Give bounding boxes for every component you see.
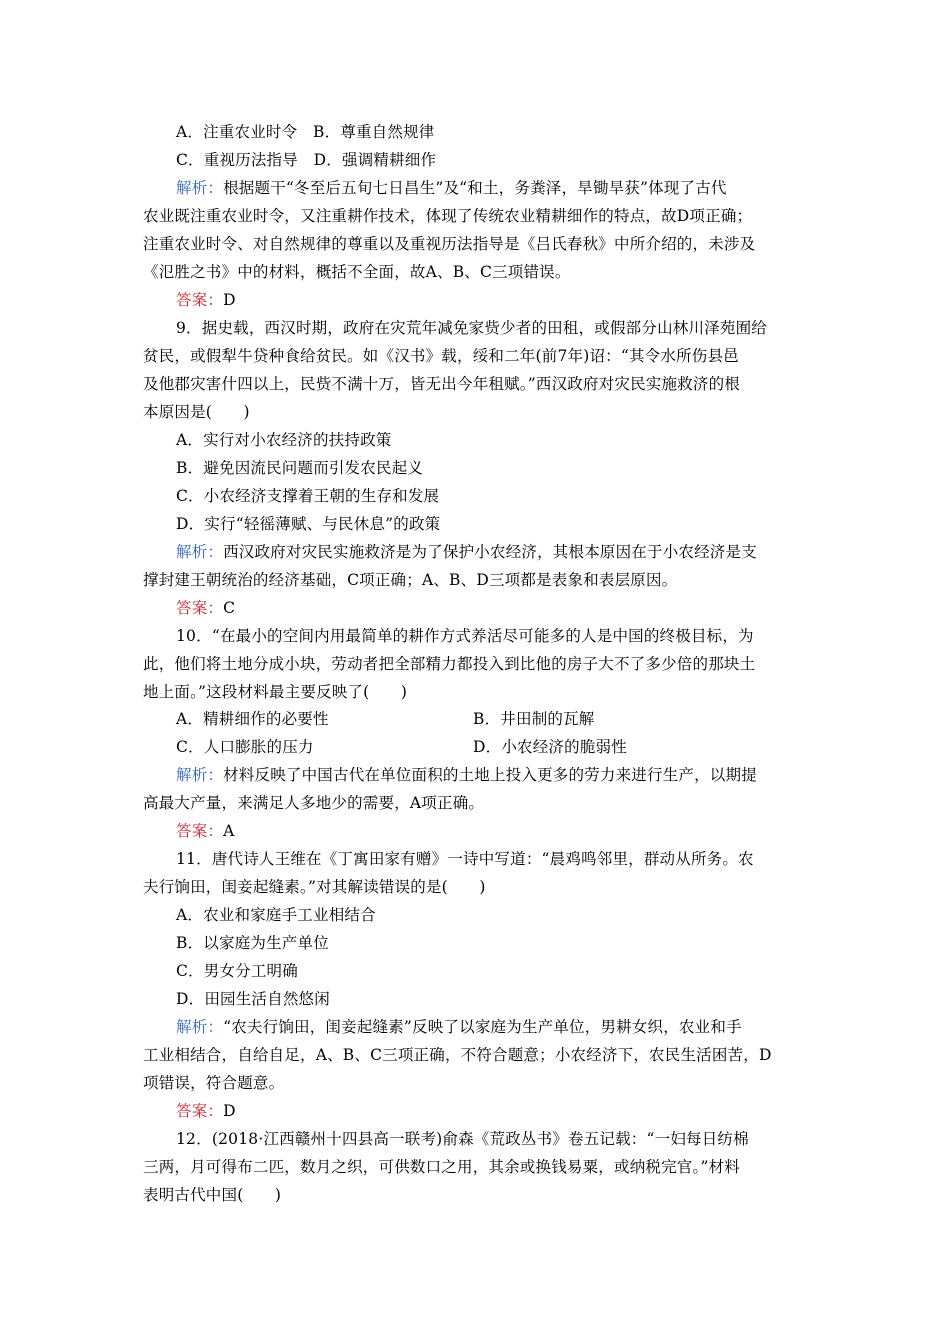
q8-options-row1: A．注重农业时令 B．尊重自然规律 [176,123,435,141]
q9-answer-value: C [223,599,236,617]
analysis-label: 解析： [176,543,224,561]
q10-stem-line: 地上面。”这段材料最主要反映了( ) [143,683,408,701]
q9-analysis-line: 撑封建王朝统治的经济基础，C项正确；A、B、D三项都是表象和表层原因。 [143,571,678,589]
answer-label: 答案： [176,822,224,840]
q10-analysis-line [176,765,757,785]
q8-answer-value: D [223,291,236,309]
q9-analysis-line [176,542,757,562]
q10-options-row2 [176,737,776,757]
q10-options-row1 [176,709,776,729]
q8-analysis-text: 根据题干“冬至后五旬七日昌生”及“和土，务粪泽，旱锄旱获”体现了古代 [223,179,727,197]
q8-options-row2: C．重视历法指导 D．强调精耕细作 [176,151,437,169]
q10-option-b: B．井田制的瓦解 [473,710,595,728]
q10-option-a: A．精耕细作的必要性 [176,710,329,728]
q10-stem-line: 10．“在最小的空间内用最简单的耕作方式养活尽可能多的人是中国的终极目标，为 [176,627,754,645]
analysis-label: 解析： [176,766,224,784]
analysis-label: 解析： [176,179,224,197]
q11-option-b: B．以家庭为生产单位 [176,934,329,952]
q9-answer [176,598,235,618]
q11-option-c: C．男女分工明确 [176,962,298,980]
q10-answer [176,821,235,841]
answer-label: 答案： [176,291,224,309]
q11-option-a: A．农业和家庭手工业相结合 [176,906,376,924]
q11-answer [176,1101,236,1121]
q8-analysis-line: 注重农业时令、对自然规律的尊重以及重视历法指导是《吕氏春秋》中所介绍的，未涉及 [143,235,756,253]
q10-option-c: C．人口膨胀的压力 [176,738,314,756]
q12-stem-line: 表明古代中国( ) [143,1186,282,1204]
q9-stem-line: 及他郡灾害什四以上，民赀不满十万，皆无出今年租赋。”西汉政府对灾民实施救济的根 [143,375,740,393]
q9-option-a: A．实行对小农经济的扶持政策 [176,431,392,449]
q9-stem-line: 本原因是( ) [143,403,250,421]
q8-analysis-line: 《氾胜之书》中的材料，概括不全面，故A、B、C三项错误。 [143,263,571,281]
q9-option-c: C．小农经济支撑着王朝的生存和发展 [176,487,440,505]
q11-answer-value: D [223,1102,236,1120]
q11-analysis-line [176,1017,742,1037]
q11-analysis-line: 项错误，符合题意。 [143,1074,285,1092]
q9-stem-line: 9．据史载，西汉时期，政府在灾荒年减免家赀少者的田租，或假部分山林川泽苑囿给 [176,319,767,337]
q10-option-d: D．小农经济的脆弱性 [473,738,627,756]
q11-option-d: D．田园生活自然悠闲 [176,990,330,1008]
q8-analysis-line: 农业既注重农业时令，又注重耕作技术，体现了传统农业精耕细作的特点，故D项正确； [143,207,753,225]
q11-stem-line: 11．唐代诗人王维在《丁寓田家有赠》一诗中写道：“晨鸡鸣邻里，群动从所务。农 [176,850,754,868]
q9-analysis-text: 西汉政府对灾民实施救济是为了保护小农经济，其根本原因在于小农经济是支 [223,543,757,561]
q11-analysis-text: “农夫行饷田，闺妾起缝素”反映了以家庭为生产单位，男耕女织，农业和手 [223,1018,742,1036]
q11-analysis-line: 工业相结合，自给自足，A、B、C三项正确，不符合题意；小农经济下，农民生活困苦，D [143,1046,772,1064]
q10-stem-line: 此，他们将土地分成小块，劳动者把全部精力都投入到比他的房子大不了多少倍的那块土 [143,655,756,673]
q12-stem-line: 12．(2018·江西赣州十四县高一联考)俞森《荒政丛书》卷五记载：“一妇每日纺棉 [176,1130,749,1148]
q8-analysis-line [176,178,727,198]
q12-stem-line: 三两，月可得布二匹，数月之织，可供数口之用，其余或换钱易粟，或纳税完官。”材料 [143,1158,740,1176]
q9-stem-line: 贫民，或假犁牛贷种食给贫民。如《汉书》载，绥和二年(前7年)诏：“其令水所伤县邑 [143,347,739,365]
q10-analysis-line: 高最大产量，来满足人多地少的需要，A项正确。 [143,794,485,812]
q9-option-d: D．实行“轻徭薄赋、与民休息”的政策 [176,515,441,533]
q10-analysis-text: 材料反映了中国古代在单位面积的土地上投入更多的劳力来进行生产，以期提 [223,766,757,784]
answer-label: 答案： [176,1102,224,1120]
answer-label: 答案： [176,599,224,617]
q11-stem-line: 夫行饷田，闺妾起缝素。”对其解读错误的是( ) [143,878,486,896]
q10-answer-value: A [223,822,235,840]
q8-answer [176,290,236,310]
q9-option-b: B．避免因流民问题而引发农民起义 [176,459,424,477]
analysis-label: 解析： [176,1018,224,1036]
